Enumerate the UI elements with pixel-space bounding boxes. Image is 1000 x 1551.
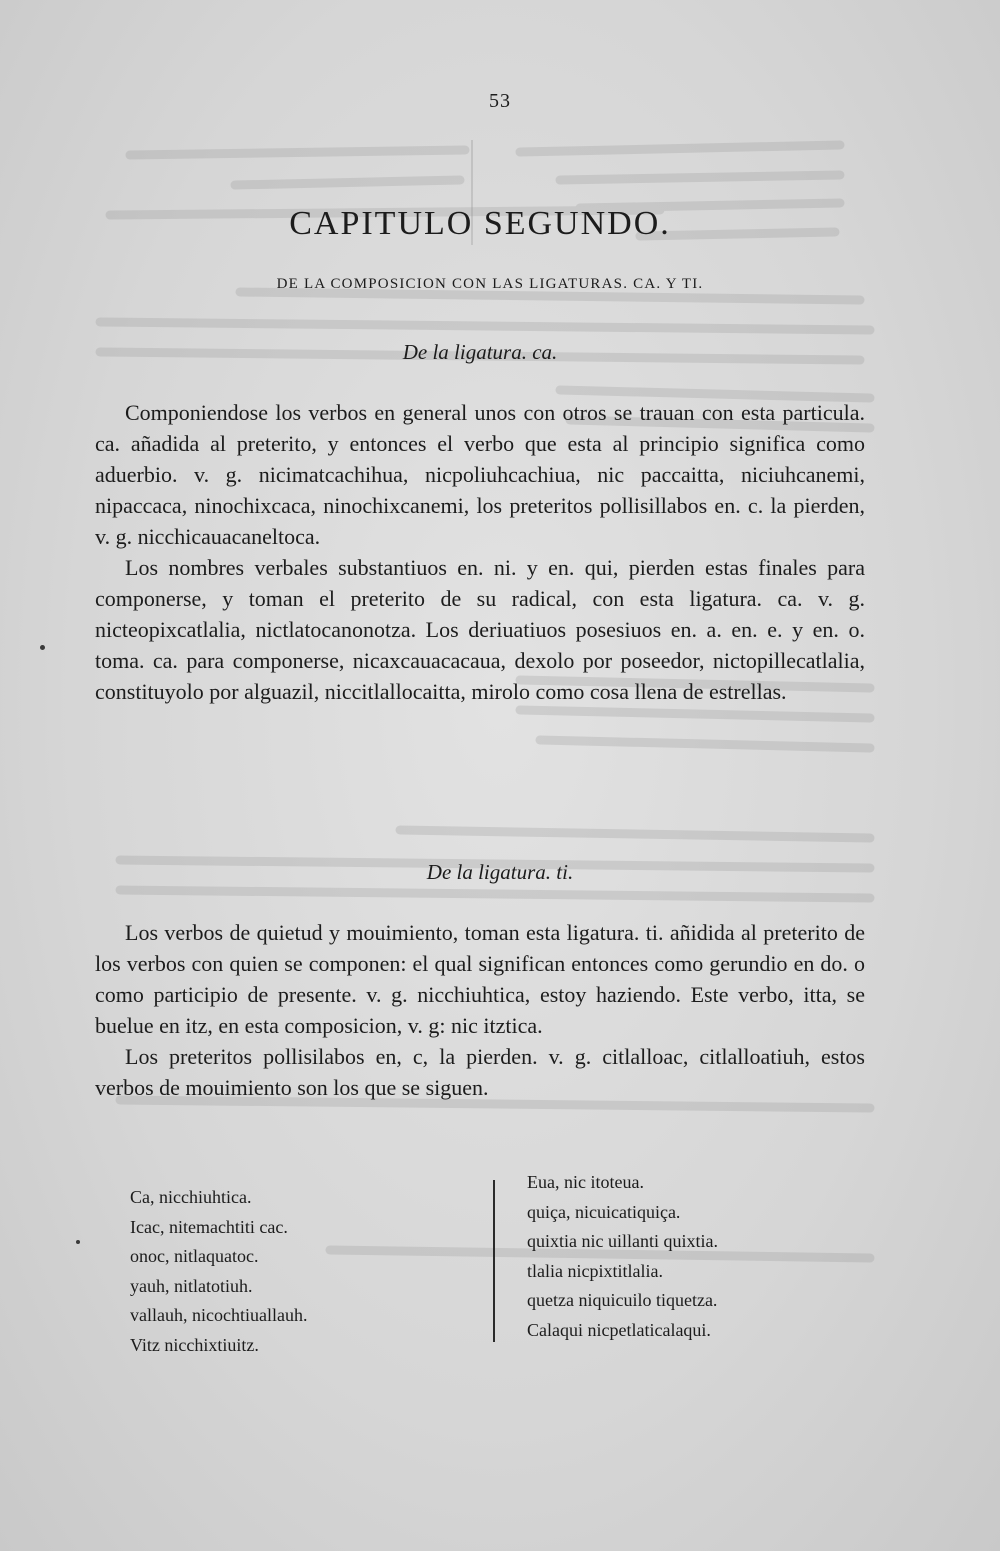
paragraph: Componiendose los verbos en general unos con otros se trauan con esta particula. ca. añadida al preterito, y entonces el verbo que esta al principio significa como aduerbio. v. g. nicimatcachihua, nicpoliuhcachiua, nic paccaitta, niciuhcanemi, nipaccaca, ninochixcaca, ninochixcanemi, los preteritos pollisillabos en. c. la pierden, v. g. nicchicauacaneltoca.: [95, 400, 865, 549]
list-item: quixtia nic uillanti quixtia.: [527, 1231, 718, 1251]
verb-list-left: [130, 1183, 307, 1360]
list-item: Icac, nitemachtiti cac.: [130, 1216, 288, 1237]
verb-list-right: [527, 1168, 718, 1345]
chapter-title: CAPITULO SEGUNDO.: [289, 205, 671, 242]
list-item: yauh, nitlatotiuh.: [130, 1275, 253, 1296]
list-item: Calaqui nicpetlaticalaqui.: [527, 1319, 711, 1340]
list-item: vallauh, nicochtiuallauh.: [130, 1305, 308, 1325]
list-item: quiça, nicuicatiquiça.: [527, 1201, 681, 1222]
column-divider: [493, 1180, 495, 1342]
list-item: tlalia nicpixtitlalia.: [527, 1260, 663, 1281]
paragraph: Los verbos de quietud y mouimiento, toman esta ligatura. ti. añidida al preterito de los verbos con quien se componen: el qual significan entonces como gerundio en do. o como participio de presente. v. g. nicchiuhtica, estoy haziendo. Este verbo, itta, se buelue en itz, en esta composicion, v. g: nic itztica.: [95, 920, 865, 1038]
list-item: quetza niquicuilo tiquetza.: [527, 1290, 718, 1310]
section-body-ca: [95, 397, 865, 707]
list-item: Eua, nic itoteua.: [527, 1172, 644, 1192]
list-item: onoc, nitlaquatoc.: [130, 1246, 259, 1266]
list-item: Ca, nicchiuhtica.: [130, 1187, 252, 1207]
section-heading-ti: De la ligatura. ti.: [426, 860, 574, 884]
paragraph: Los nombres verbales substantiuos en. ni. y en. qui, pierden estas finales para componerse, y toman el preterito de su radical, con esta ligatura. ca. v. g. nicteopixcatlalia, nictlatocanonotza. Los deriuatiuos posesiuos en. a. en. e. y en. o. toma. ca. para componerse, nicaxcauacacaua, dexolo por poseedor, nictopillecatlalia, constituyolo por alguazil, niccitlallocaitta, mirolo como cosa llena de estrellas.: [95, 555, 865, 704]
page-number: 53: [489, 90, 511, 112]
list-item: Vitz nicchixtiuitz.: [130, 1334, 259, 1355]
section-heading-ca: De la ligatura. ca.: [402, 340, 558, 364]
ink-speck: [40, 645, 45, 650]
ink-speck: [76, 1240, 80, 1244]
paragraph: Los preteritos pollisilabos en, c, la pierden. v. g. citlalloac, citlalloatiuh, estos verbos de mouimiento son los que se siguen.: [95, 1044, 865, 1100]
section-body-ti: [95, 917, 865, 1103]
chapter-subtitle: DE LA COMPOSICION CON LAS LIGATURAS. CA. Y TI.: [276, 276, 704, 292]
